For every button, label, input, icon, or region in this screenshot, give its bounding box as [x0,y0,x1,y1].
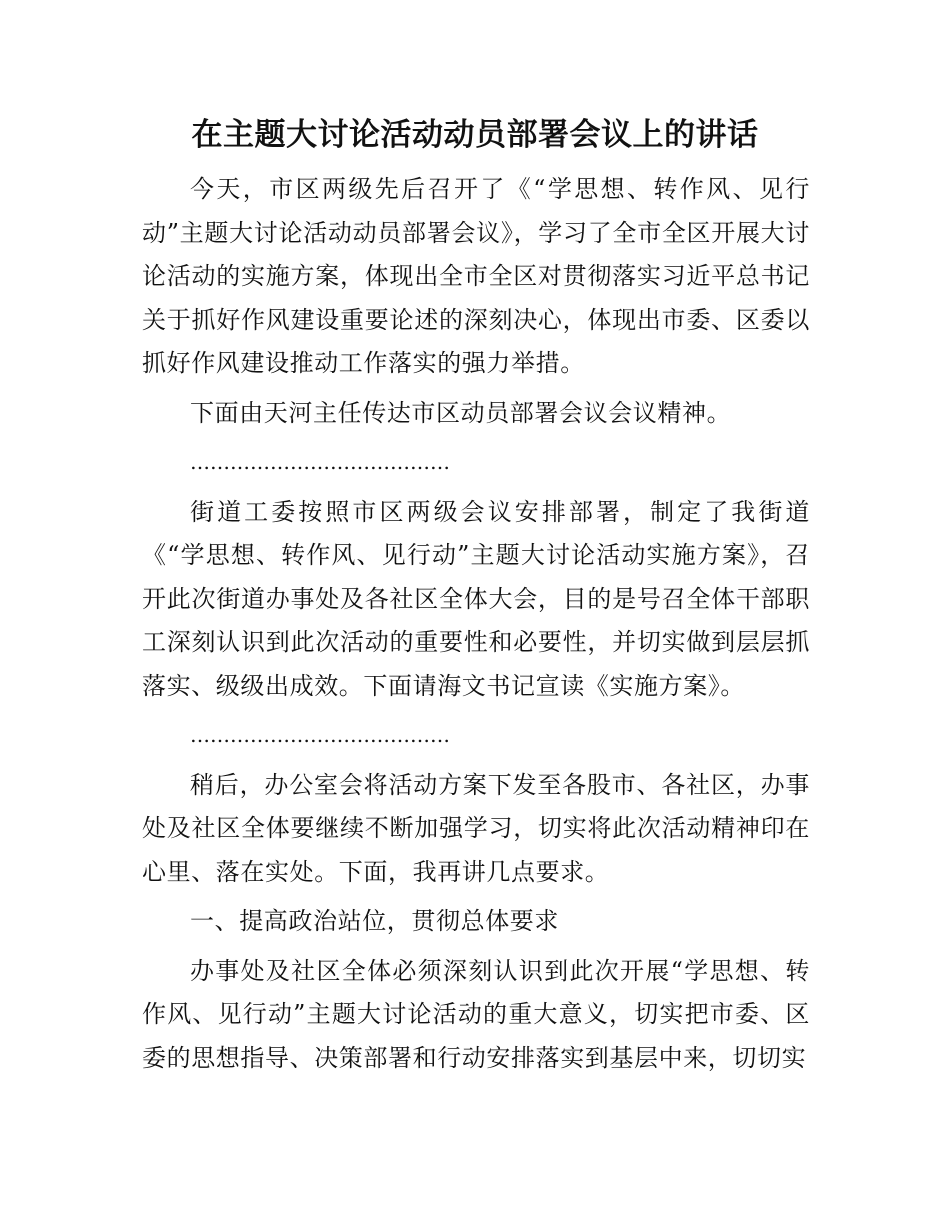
paragraph-opening: 今天，市区两级先后召开了《“学思想、转作风、见行动”主题大讨论活动动员部署会议》，学习了全市全区开展大讨论活动的实施方案，体现出全市全区对贯彻落实习近平总书记关于抓好作风建设重要论述的深刻决心，体现出市委、区委以抓好作风建设推动工作落实的强力举措。 [142,175,810,377]
ellipsis-separator: ………………………………… [190,450,450,474]
paragraph-work-committee: 街道工委按照市区两级会议安排部署，制定了我街道《“学思想、转作风、见行动”主题大讨论活动实施方案》，召开此次街道办事处及各社区全体大会，目的是号召全体干部职工深刻认识到此次活动的重要性和必要性，并切实做到层层抓落实、级级出成效。下面请海文书记宣读《实施方案》。 [142,497,810,700]
paragraph-requirements-intro: 稍后，办公室会将活动方案下发至各股市、各社区，办事处及社区全体要继续不断加强学习，切实将此次活动精神印在心里、落在实处。下面，我再讲几点要求。 [142,770,810,886]
ellipsis-separator: ………………………………… [190,723,450,747]
section-heading-1: 一、提高政治站位，贯彻总体要求 [190,907,559,935]
paragraph-transmit-spirit: 下面由天河主任传达市区动员部署会议会议精神。 [190,398,732,427]
document-title: 在主题大讨论活动动员部署会议上的讲话 [191,117,759,153]
document-body [142,168,810,1080]
paragraph-section-1: 办事处及社区全体必须深刻认识到此次开展“学思想、转作风、见行动”主题大讨论活动的重大意义，切实把市委、区委的思想指导、决策部署和行动安排落实到基层中来，切切实 [142,956,810,1072]
